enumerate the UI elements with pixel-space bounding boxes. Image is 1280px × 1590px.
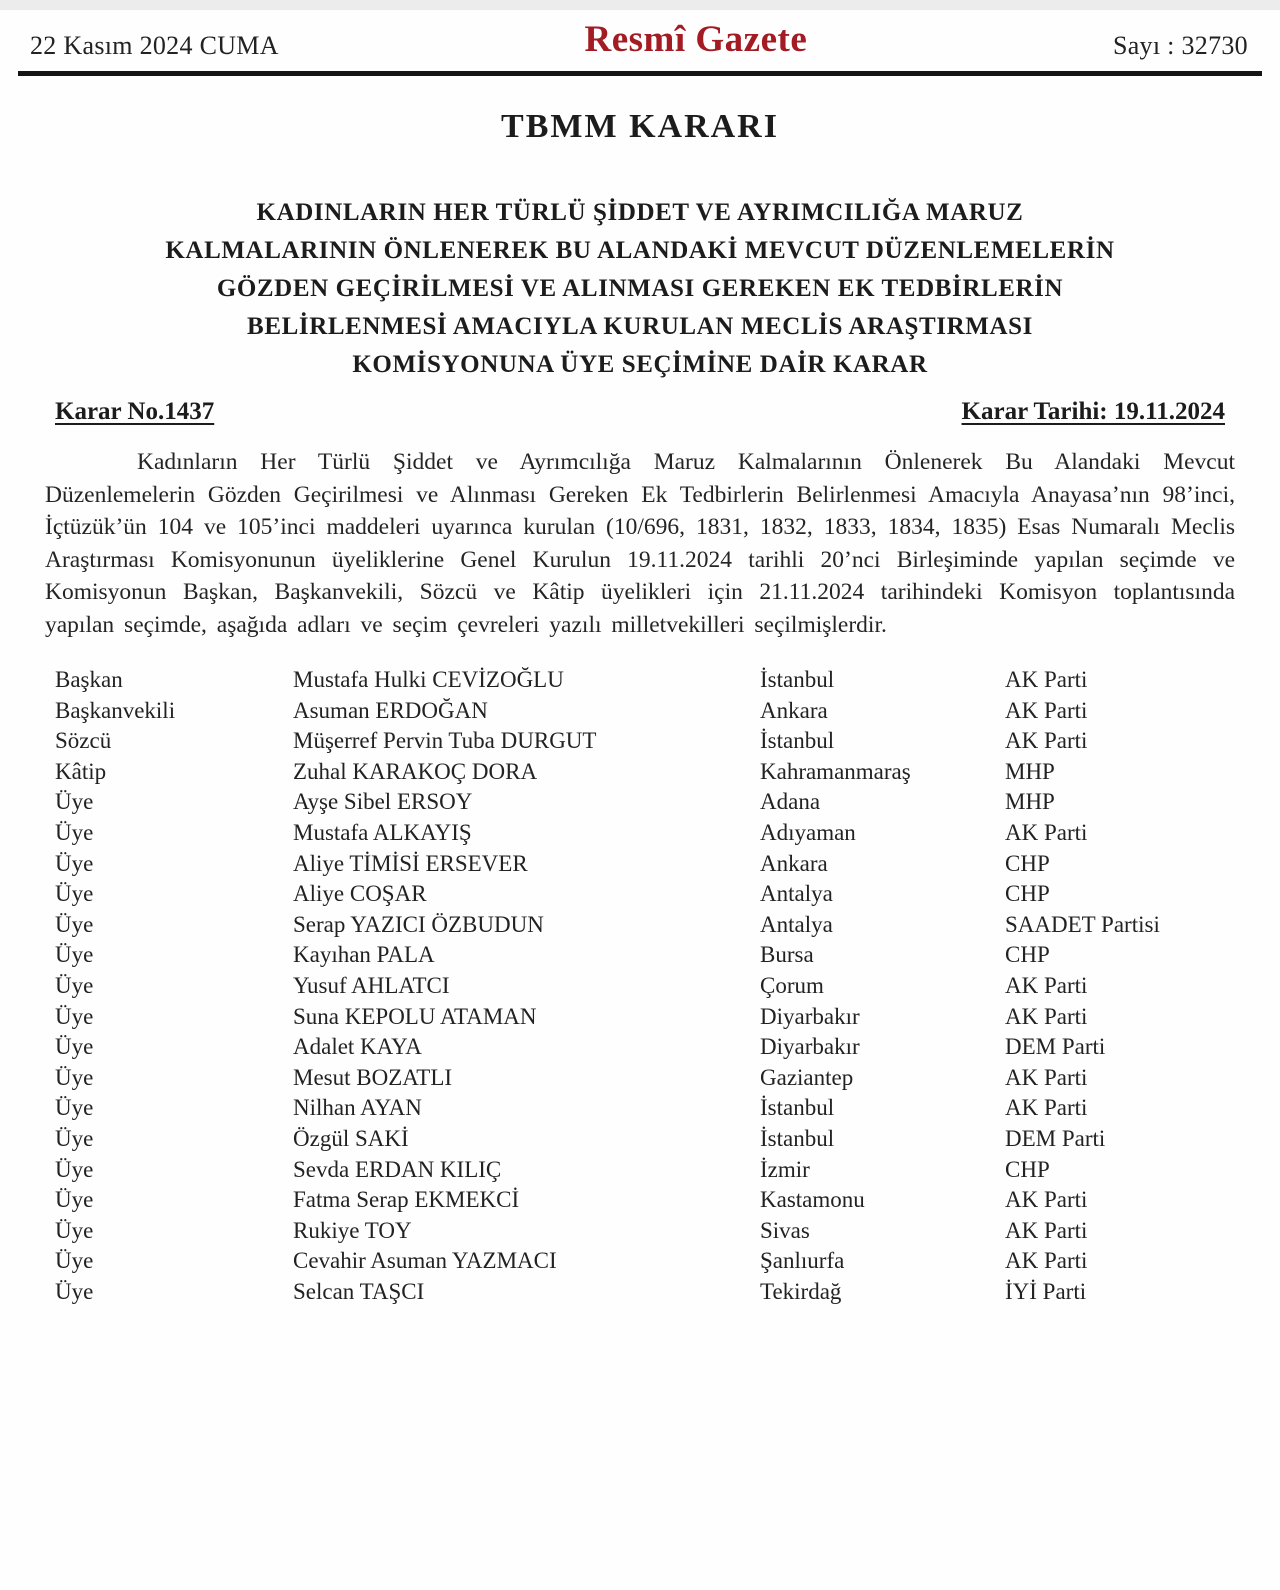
member-city: Bursa — [760, 942, 814, 968]
member-city: Ankara — [760, 697, 828, 723]
member-name: Aliye TİMİSİ ERSEVER — [293, 850, 528, 876]
member-party: MHP — [1005, 758, 1055, 784]
member-role: Üye — [55, 1125, 94, 1151]
member-name: Mustafa Hulki CEVİZOĞLU — [293, 667, 564, 692]
member-role: Üye — [55, 1156, 94, 1182]
member-name: Kayıhan PALA — [293, 942, 435, 968]
member-role: Üye — [55, 942, 94, 968]
member-city: Şanlıurfa — [760, 1248, 845, 1274]
member-party: AK Parti — [1005, 819, 1088, 845]
member-party: AK Parti — [1005, 728, 1088, 754]
member-name: Mesut BOZATLI — [293, 1064, 453, 1090]
member-city: İstanbul — [760, 728, 835, 754]
member-party: AK Parti — [1005, 697, 1088, 723]
decision-date: Karar Tarihi: 19.11.2024 — [961, 398, 1225, 425]
member-name: Sevda ERDAN KILIÇ — [293, 1156, 502, 1182]
member-party: İYİ Parti — [1005, 1278, 1087, 1304]
member-city: Çorum — [760, 972, 824, 998]
members-table-body — [55, 667, 1275, 1309]
member-role: Üye — [55, 819, 94, 845]
member-city: İzmir — [760, 1156, 810, 1182]
decision-heading-line: GÖZDEN GEÇİRİLMESİ VE ALINMASI GEREKEN EK TEDBİRLERİN — [216, 275, 1064, 302]
member-party: DEM Parti — [1005, 1034, 1106, 1060]
table-row — [55, 1065, 1275, 1096]
member-party: CHP — [1005, 881, 1050, 907]
member-role: Üye — [55, 1064, 94, 1090]
member-role: Üye — [55, 1187, 94, 1213]
member-role: Üye — [55, 850, 94, 876]
member-name: Adalet KAYA — [293, 1034, 422, 1060]
table-row — [55, 1126, 1275, 1157]
member-city: Gaziantep — [760, 1064, 854, 1090]
table-row — [55, 789, 1275, 820]
table-row — [55, 1034, 1275, 1065]
decision-body-paragraph: Kadınların Her Türlü Şiddet ve Ayrımcılığa Maruz Kalmalarının Önlenerek Bu Alandaki Mevcut Düzenlemelerin Gözden Geçirilmesi ve Alınması Gereken Ek Tedbirlerin Belirlenmesi Amacıyla Anayasa’nın 98’inci, İçtüzük’ün 104 ve 105’inci maddeleri uyarınca kurulan (10/696, 1831, 1832, 1833, 1834, 1835) Esas Numaralı Meclis Araştırması Komisyonunun üyeliklerine Genel Kurulun 19.11.2024 tarihli 20’nci Birleşiminde yapılan seçimde ve Komisyonun Başkan, Başkanvekili, Sözcü ve Kâtip üyelikleri için 21.11.2024 tarihindeki Komisyon toplantısında yapılan seçimde, aşağıda adları ve seçim çevreleri yazılı milletvekilleri seçilmişlerdir. — [45, 449, 1235, 638]
table-row — [55, 728, 1275, 759]
member-city: Sivas — [760, 1217, 810, 1243]
member-party: CHP — [1005, 942, 1050, 968]
member-name: Mustafa ALKAYIŞ — [293, 819, 472, 845]
member-party: AK Parti — [1005, 1003, 1088, 1029]
table-row — [55, 667, 1275, 698]
member-party: AK Parti — [1005, 1248, 1088, 1274]
member-role: Sözcü — [55, 728, 112, 754]
member-name: Selcan TAŞCI — [293, 1278, 425, 1304]
member-name: Ayşe Sibel ERSOY — [293, 789, 473, 815]
member-party: AK Parti — [1005, 1095, 1088, 1121]
header-divider — [18, 71, 1262, 76]
member-role: Üye — [55, 789, 94, 815]
member-party: AK Parti — [1005, 667, 1088, 692]
member-name: Cevahir Asuman YAZMACI — [293, 1248, 557, 1274]
member-role: Üye — [55, 881, 94, 907]
decision-heading — [50, 194, 1230, 384]
member-party: DEM Parti — [1005, 1125, 1106, 1151]
member-party: CHP — [1005, 850, 1050, 876]
member-city: Adana — [760, 789, 821, 815]
member-city: İstanbul — [760, 1125, 835, 1151]
gazette-title: Resmî Gazete — [584, 19, 808, 60]
member-city: Adıyaman — [760, 819, 856, 845]
member-party: AK Parti — [1005, 1187, 1088, 1213]
issue-number: Sayı : 32730 — [1112, 31, 1248, 60]
member-name: Serap YAZICI ÖZBUDUN — [293, 911, 544, 937]
member-name: Nilhan AYAN — [293, 1095, 422, 1121]
decision-meta-row — [0, 398, 1280, 426]
table-row — [55, 698, 1275, 729]
member-party: CHP — [1005, 1156, 1050, 1182]
table-row — [55, 973, 1275, 1004]
scan-edge-strip — [0, 0, 1280, 10]
decision-heading-line: KOMİSYONUNA ÜYE SEÇİMİNE DAİR KARAR — [352, 351, 928, 378]
table-row — [55, 759, 1275, 790]
member-role: Üye — [55, 1217, 94, 1243]
member-role: Üye — [55, 1034, 94, 1060]
member-name: Fatma Serap EKMEKCİ — [293, 1187, 520, 1213]
member-party: AK Parti — [1005, 1217, 1088, 1243]
table-row — [55, 881, 1275, 912]
member-name: Zuhal KARAKOÇ DORA — [293, 758, 538, 784]
member-city: Antalya — [760, 911, 833, 937]
document-title: TBMM KARARI — [501, 108, 779, 145]
member-name: Rukiye TOY — [293, 1217, 412, 1243]
table-row — [55, 1248, 1275, 1279]
table-row — [55, 1187, 1275, 1218]
member-city: Tekirdağ — [760, 1278, 842, 1304]
member-city: Kastamonu — [760, 1187, 865, 1213]
member-name: Yusuf AHLATCI — [293, 972, 450, 998]
member-role: Üye — [55, 972, 94, 998]
member-party: AK Parti — [1005, 972, 1088, 998]
table-row — [55, 1279, 1275, 1310]
decision-heading-line: KALMALARININ ÖNLENEREK BU ALANDAKİ MEVCUT DÜZENLEMELERİN — [165, 237, 1115, 264]
member-role: Başkanvekili — [55, 697, 176, 723]
member-party: MHP — [1005, 789, 1055, 815]
table-row — [55, 1004, 1275, 1035]
table-row — [55, 820, 1275, 851]
decision-heading-line: BELİRLENMESİ AMACIYLA KURULAN MECLİS ARAŞTIRMASI — [247, 313, 1033, 340]
table-row — [55, 1218, 1275, 1249]
member-role: Üye — [55, 911, 94, 937]
member-role: Üye — [55, 1278, 94, 1304]
member-city: Diyarbakır — [760, 1034, 860, 1060]
decision-number: Karar No.1437 — [55, 398, 215, 425]
table-row — [55, 851, 1275, 882]
member-name: Müşerref Pervin Tuba DURGUT — [293, 728, 597, 754]
member-name: Özgül SAKİ — [293, 1125, 409, 1151]
member-party: AK Parti — [1005, 1064, 1088, 1090]
member-name: Aliye COŞAR — [293, 881, 427, 907]
member-city: Antalya — [760, 881, 833, 907]
masthead — [0, 10, 1280, 69]
issue-date: 22 Kasım 2024 CUMA — [30, 31, 279, 60]
member-role: Başkan — [55, 667, 123, 692]
member-city: Kahramanmaraş — [760, 758, 911, 784]
members-table — [55, 667, 1275, 1309]
member-role: Üye — [55, 1003, 94, 1029]
member-name: Asuman ERDOĞAN — [293, 697, 488, 723]
table-row — [55, 1095, 1275, 1126]
member-city: Ankara — [760, 850, 828, 876]
member-party: SAADET Partisi — [1005, 911, 1160, 937]
table-row — [55, 942, 1275, 973]
member-role: Üye — [55, 1248, 94, 1274]
member-role: Kâtip — [55, 758, 107, 784]
member-role: Üye — [55, 1095, 94, 1121]
table-row — [55, 1157, 1275, 1188]
table-row — [55, 912, 1275, 943]
member-city: İstanbul — [760, 667, 835, 692]
member-city: İstanbul — [760, 1095, 835, 1121]
member-city: Diyarbakır — [760, 1003, 860, 1029]
member-name: Suna KEPOLU ATAMAN — [293, 1003, 537, 1029]
decision-heading-line: KADINLARIN HER TÜRLÜ ŞİDDET VE AYRIMCILIĞA MARUZ — [256, 199, 1024, 226]
